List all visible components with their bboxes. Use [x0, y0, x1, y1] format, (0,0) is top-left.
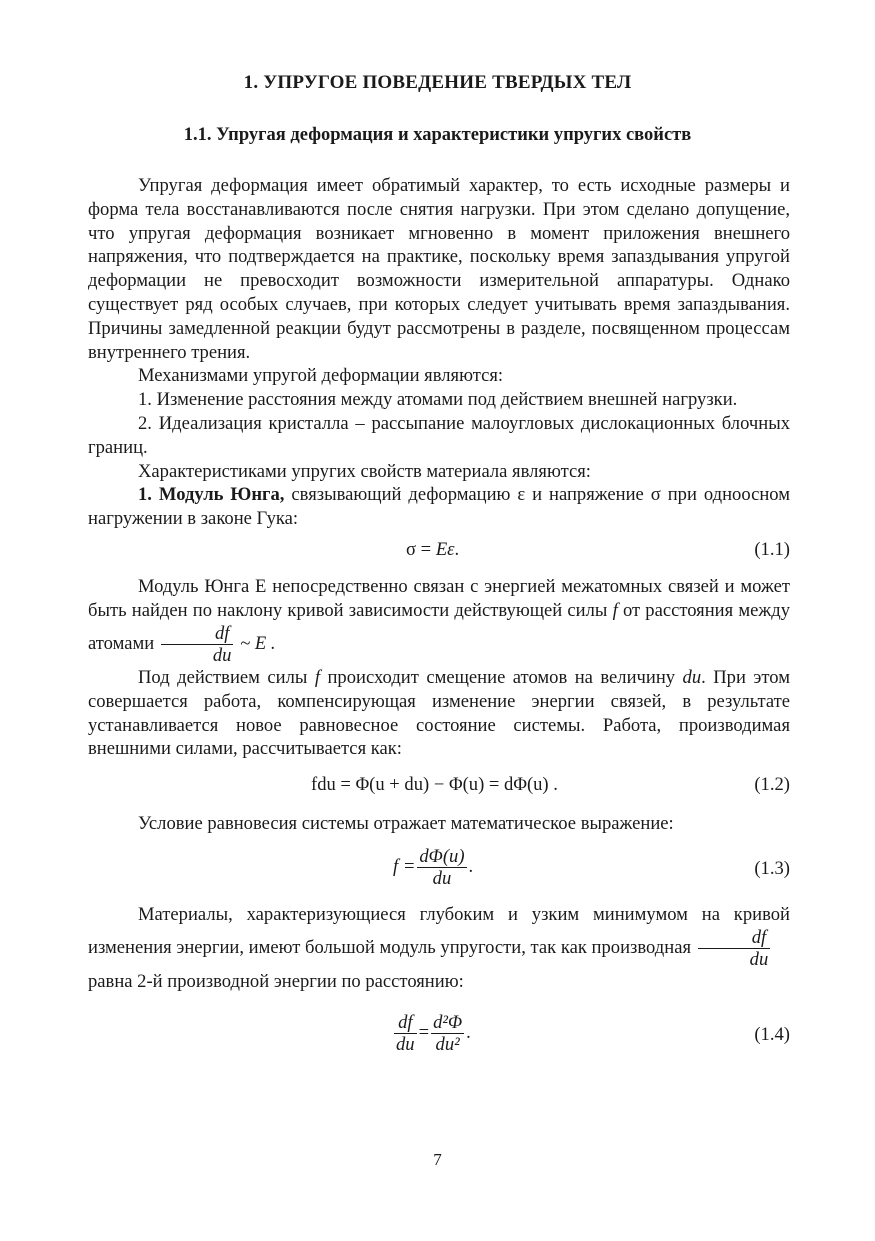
paragraph-characteristics-intro: Характеристиками упругих свойств материала являются: — [138, 460, 591, 482]
equation-1-2-number: (1.2) — [754, 774, 790, 795]
young-modulus-term: 1. Модуль Юнга, — [138, 484, 285, 506]
equation-1-1-number: (1.1) — [754, 539, 790, 560]
equation-1-4-formula: $\frac{df}{du}$ = $\frac{\text{d²Φ}}{\text{du²}}$ . — [396, 1012, 471, 1055]
chapter-title: 1. УПРУГОЕ ПОВЕДЕНИЕ ТВЕРДЫХ ТЕЛ — [243, 72, 632, 93]
paragraph-materials: Материалы, характеризующиеся глубоким и узким минимумом на кривой изменения энергии, имеют большой модуль упругости, так как производная $\frac{df}{du}$ — [88, 904, 790, 970]
body-block-2 — [88, 575, 790, 666]
body-block-1 — [88, 174, 790, 531]
paragraph-young-modulus — [88, 483, 790, 531]
paragraph-elastic-deformation: Упругая деформация имеет обратимый характер, то есть исходные размеры и форма тела восстанавливаются после снятия нагрузки. При этом сделано допущение, что упругая деформация возникает мгновенно в момент приложения внешнего напряжения, что подтверждается на практике, поскольку время запаздывания упругой деформации не превосходит возможности измерительной аппаратуры. Однако существует ряд особых случаев, при которых следует учитывать время запаздывания. Причины замедленной реакции будут рассмотрены в разделе, посвященном процессам внутреннего трения. — [88, 175, 790, 363]
equation-1-1-formula: σ = Eε. — [406, 539, 460, 560]
fraction-df-du-2: $\frac{df}{du}$ — [698, 927, 771, 970]
equation-1-2-formula: fdu = Φ(u + du) − Φ(u) = dΦ(u) . — [311, 774, 558, 795]
body-block-4 — [88, 812, 790, 836]
equation-1-4 — [88, 1012, 790, 1062]
equation-1-2 — [88, 772, 790, 812]
paragraph-equilibrium: Условие равновесия системы отражает математическое выражение: — [138, 813, 674, 834]
paragraph-second-derivative: равна 2-й производной энергии по расстоянию: — [88, 970, 464, 992]
equation-1-1 — [88, 537, 790, 577]
section-title: 1.1. Упругая деформация и характеристики упругих свойств — [183, 125, 692, 145]
equation-1-3-number: (1.3) — [754, 858, 790, 879]
equation-1-3 — [88, 846, 790, 896]
body-block-5 — [88, 903, 790, 994]
equation-1-4-number: (1.4) — [754, 1024, 790, 1045]
list-item-mechanism-2: 2. Идеализация кристалла – рассыпание малоугловых дислокационных блочных границ. — [88, 412, 790, 458]
paragraph-mechanisms-intro: Механизмами упругой деформации являются: — [138, 365, 504, 387]
equation-1-3-formula: f = $\frac{d\Phi(u)}{du}$ . — [393, 846, 474, 889]
paragraph-young-energy: Модуль Юнга Е непосредственно связан с энергией межатомных связей и может быть найден по наклону кривой зависимости действующей силы f от расстояния между атомами $\frac{df}{du}$ ~ E . — [88, 576, 790, 666]
fraction-df-du: $\frac{df}{du}$ — [161, 623, 234, 666]
page-number: 7 — [433, 1150, 442, 1169]
paragraph-work: Под действием силы f происходит смещение атомов на величину du. При этом совершается работа, компенсирующая изменение энергии связей, в результате устанавливается новое равновесное состояние системы. Работа, производимая внешними силами, рассчитывается как: — [88, 667, 790, 760]
body-block-3 — [88, 666, 790, 761]
young-modulus-description: связывающий деформацию ε и напряжение σ при одноосном нагружении в законе Гука: — [88, 484, 790, 530]
list-item-mechanism-1: 1. Изменение расстояния между атомами под действием внешней нагрузки. — [138, 389, 738, 411]
